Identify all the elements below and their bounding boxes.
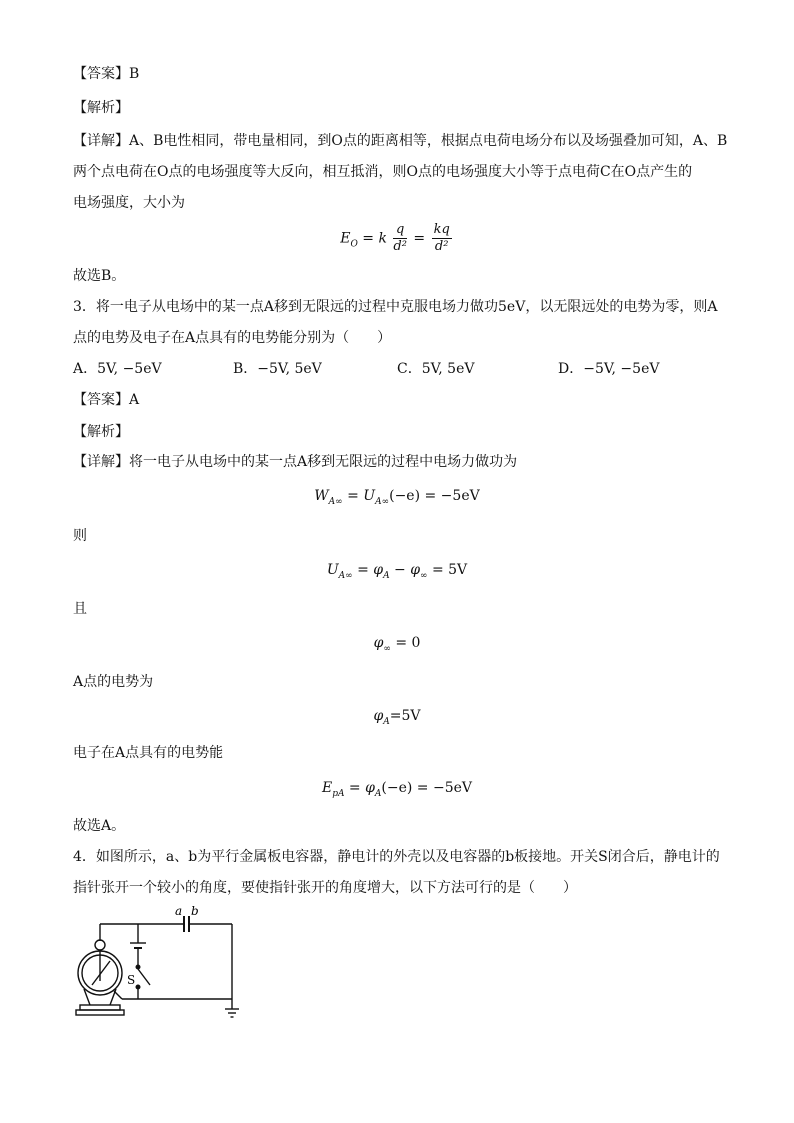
q3-energy-label: 电子在A点具有的电势能 — [73, 745, 224, 761]
fraction-q-over-d2: $\frac{q}{\text{d²}}$ — [393, 222, 407, 254]
q3-potential-label: A点的电势为 — [73, 674, 154, 690]
q2-conclusion: 故选B。 — [73, 268, 126, 284]
q3-voltage-formula: $U_{A\infty} = \varphi_A - \varphi_\infty = 5V$ — [326, 562, 468, 581]
q3-stem-line2: 点的电势及电子在A点具有的电势能分别为（ ） — [73, 330, 392, 346]
q2-detail-line3: 电场强度，大小为 — [73, 195, 185, 211]
q4-stem-line1: 4．如图所示，a、b为平行金属板电容器，静电计的外壳以及电容器的b板接地。开关S闭合后，静电计的 — [73, 849, 720, 865]
formula-subscript: O — [350, 239, 358, 250]
q3-option-d: D．−5V, −5eV — [558, 361, 660, 377]
q3-and: 且 — [73, 601, 87, 617]
q3-stem-line1: 3．将一电子从电场中的某一点A移到无限远的过程中克服电场力做功5eV，以无限远处的电势为零，则A — [73, 299, 718, 315]
q3-option-b: B．−5V, 5eV — [233, 361, 322, 377]
diagram-label-a: a — [175, 905, 183, 918]
q3-conclusion: 故选A。 — [73, 818, 126, 834]
q2-detail-line1: 【详解】A、B电性相同，带电量相同，到O点的距离相等，根据点电荷电场分布以及场强叠加可知，A、B — [73, 133, 728, 149]
fraction-kq-over-d2: $\frac{kq}{\text{d²}}$ — [433, 222, 450, 254]
q3-work-formula: $W_{A\infty} = U_{A\infty}(-e) = -5eV$ — [314, 488, 480, 507]
q2-field-formula — [0, 222, 794, 255]
formula-text: = — [413, 230, 430, 247]
diagram-label-b: b — [191, 905, 199, 918]
q3-potential-formula: $\varphi_A=5V$ — [373, 708, 421, 727]
q4-stem-line2: 指针张开一个较小的角度，要使指针张开的角度增大，以下方法可行的是（ ） — [73, 880, 577, 896]
q2-answer: 【答案】B — [73, 66, 140, 82]
formula-text: = k — [357, 230, 387, 247]
q3-answer: 【答案】A — [73, 392, 140, 408]
q3-analysis-heading: 【解析】 — [73, 424, 129, 440]
q3-detail-line1: 【详解】将一电子从电场中的某一点A移到无限远的过程中电场力做功为 — [73, 454, 518, 470]
q3-infinity-potential-formula: $\varphi_\infty = 0$ — [373, 635, 421, 654]
q3-then: 则 — [73, 528, 87, 544]
q2-detail-line2: 两个点电荷在O点的电场强度等大反向，相互抵消，则O点的电场强度大小等于点电荷C在O点产生的 — [73, 164, 693, 180]
q3-energy-formula: $E_{pA} = \varphi_A(-e) = -5eV$ — [321, 780, 473, 799]
electrometer-circuit-diagram — [70, 905, 250, 1025]
q2-analysis-heading: 【解析】 — [73, 100, 129, 116]
q3-option-c: C．5V, 5eV — [397, 361, 475, 377]
diagram-label-s: S — [127, 973, 136, 987]
formula-symbol: E — [340, 230, 351, 247]
q3-option-a: A．5V, −5eV — [73, 361, 162, 377]
